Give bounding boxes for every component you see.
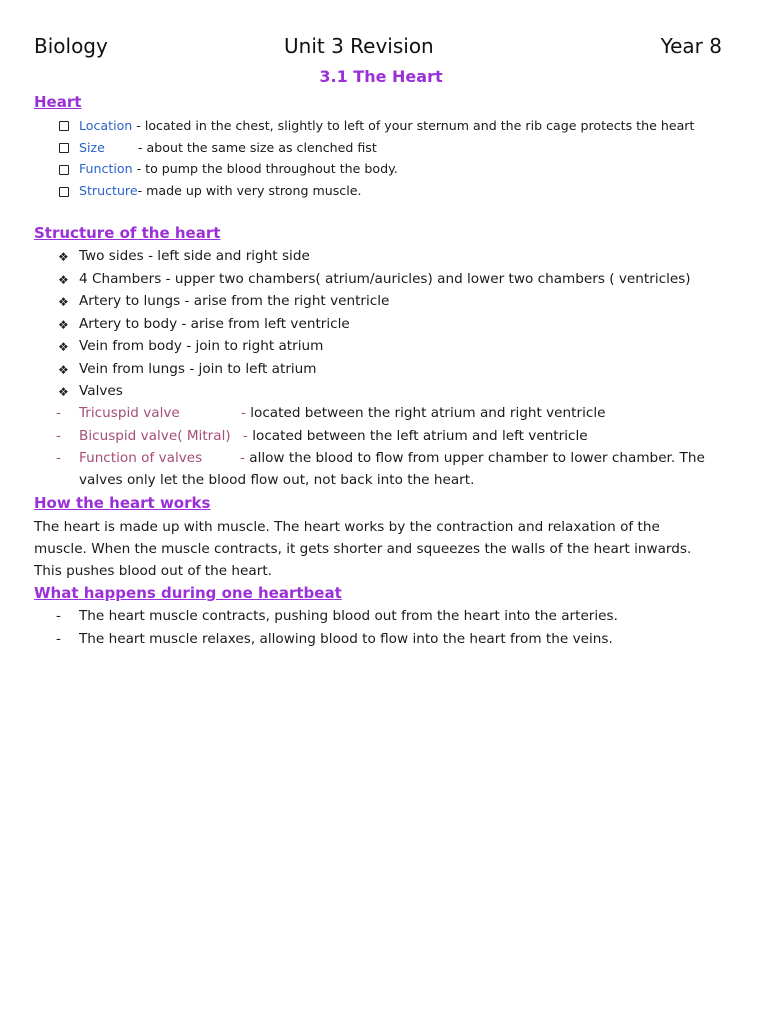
structure-bullet: Vein from body - join to right atrium bbox=[79, 338, 324, 354]
heading-heartbeat: What happens during one heartbeat bbox=[34, 584, 342, 602]
checkbox-icon bbox=[59, 187, 69, 197]
diamond-bullet-icon: ❖ bbox=[58, 250, 69, 264]
diamond-bullet-icon: ❖ bbox=[58, 318, 69, 332]
dash-bullet: - bbox=[56, 631, 61, 647]
text-size: - about the same size as clenched fist bbox=[138, 140, 377, 155]
heart-item-structure bbox=[79, 183, 361, 198]
works-paragraph-line: muscle. When the muscle contracts, it gets shorter and squeezes the walls of the heart inwards. bbox=[34, 541, 692, 557]
diamond-bullet-icon: ❖ bbox=[58, 385, 69, 399]
dash-bullet: - bbox=[56, 608, 61, 624]
structure-bullet: Artery to lungs - arise from the right ventricle bbox=[79, 293, 390, 309]
structure-bullet: Vein from lungs - join to left atrium bbox=[79, 361, 317, 377]
checkbox-icon bbox=[59, 121, 69, 131]
term-function-valves: Function of valves bbox=[79, 450, 203, 466]
diamond-bullet-icon: ❖ bbox=[58, 295, 69, 309]
structure-bullet: 4 Chambers - upper two chambers( atrium/auricles) and lower two chambers ( ventricles) bbox=[79, 271, 691, 287]
text-bicuspid: located between the left atrium and left ventricle bbox=[252, 428, 588, 444]
diamond-bullet-icon: ❖ bbox=[58, 340, 69, 354]
dash-bullet: - bbox=[56, 450, 61, 466]
term-function: Function bbox=[79, 161, 133, 176]
text-function: - to pump the blood throughout the body. bbox=[132, 161, 398, 176]
heart-item-location bbox=[79, 118, 694, 133]
term-bicuspid: Bicuspid valve( Mitral) bbox=[79, 428, 231, 444]
heading-structure: Structure of the heart bbox=[34, 224, 221, 242]
term-structure: Structure bbox=[79, 183, 138, 198]
structure-bullet: Two sides - left side and right side bbox=[79, 248, 310, 264]
valve-row-function: Function of valves - allow the blood to flow from upper chamber to lower chamber. The bbox=[79, 450, 705, 466]
text-tricuspid: located between the right atrium and right ventricle bbox=[250, 405, 606, 421]
header-subject: Biology bbox=[34, 34, 108, 58]
text-location: - located in the chest, slightly to left of your sternum and the rib cage protects the heart bbox=[132, 118, 695, 133]
valve-row-bicuspid: Bicuspid valve( Mitral) - located between the left atrium and left ventricle bbox=[79, 428, 588, 444]
heading-heart: Heart bbox=[34, 93, 82, 111]
term-location: Location bbox=[79, 118, 133, 133]
works-paragraph-line: This pushes blood out of the heart. bbox=[34, 563, 272, 579]
checkbox-icon bbox=[59, 143, 69, 153]
page-header bbox=[34, 34, 722, 64]
heartbeat-item: The heart muscle contracts, pushing blood out from the heart into the arteries. bbox=[79, 608, 618, 624]
heading-how-heart-works: How the heart works bbox=[34, 494, 211, 512]
structure-bullet: Artery to body - arise from left ventricle bbox=[79, 316, 350, 332]
term-size: Size bbox=[79, 140, 105, 155]
diamond-bullet-icon: ❖ bbox=[58, 363, 69, 377]
term-tricuspid: Tricuspid valve bbox=[79, 405, 180, 421]
dash-bullet: - bbox=[56, 428, 61, 444]
valve-row-function-continued: valves only let the blood flow out, not back into the heart. bbox=[79, 472, 475, 488]
structure-bullet: Valves bbox=[79, 383, 123, 399]
diamond-bullet-icon: ❖ bbox=[58, 273, 69, 287]
heart-item-function bbox=[79, 161, 398, 176]
text-structure: - made up with very strong muscle. bbox=[137, 183, 362, 198]
heart-item-size bbox=[79, 140, 377, 155]
header-unit: Unit 3 Revision bbox=[284, 34, 434, 58]
dash-bullet: - bbox=[56, 405, 61, 421]
text-function-valves: allow the blood to flow from upper chamber to lower chamber. The bbox=[249, 450, 705, 466]
page-subtitle: 3.1 The Heart bbox=[319, 67, 443, 86]
works-paragraph-line: The heart is made up with muscle. The heart works by the contraction and relaxation of the bbox=[34, 519, 660, 535]
checkbox-icon bbox=[59, 165, 69, 175]
valve-row-tricuspid: Tricuspid valve - located between the right atrium and right ventricle bbox=[79, 405, 606, 421]
header-year: Year 8 bbox=[660, 34, 722, 58]
heartbeat-item: The heart muscle relaxes, allowing blood to flow into the heart from the veins. bbox=[79, 631, 613, 647]
